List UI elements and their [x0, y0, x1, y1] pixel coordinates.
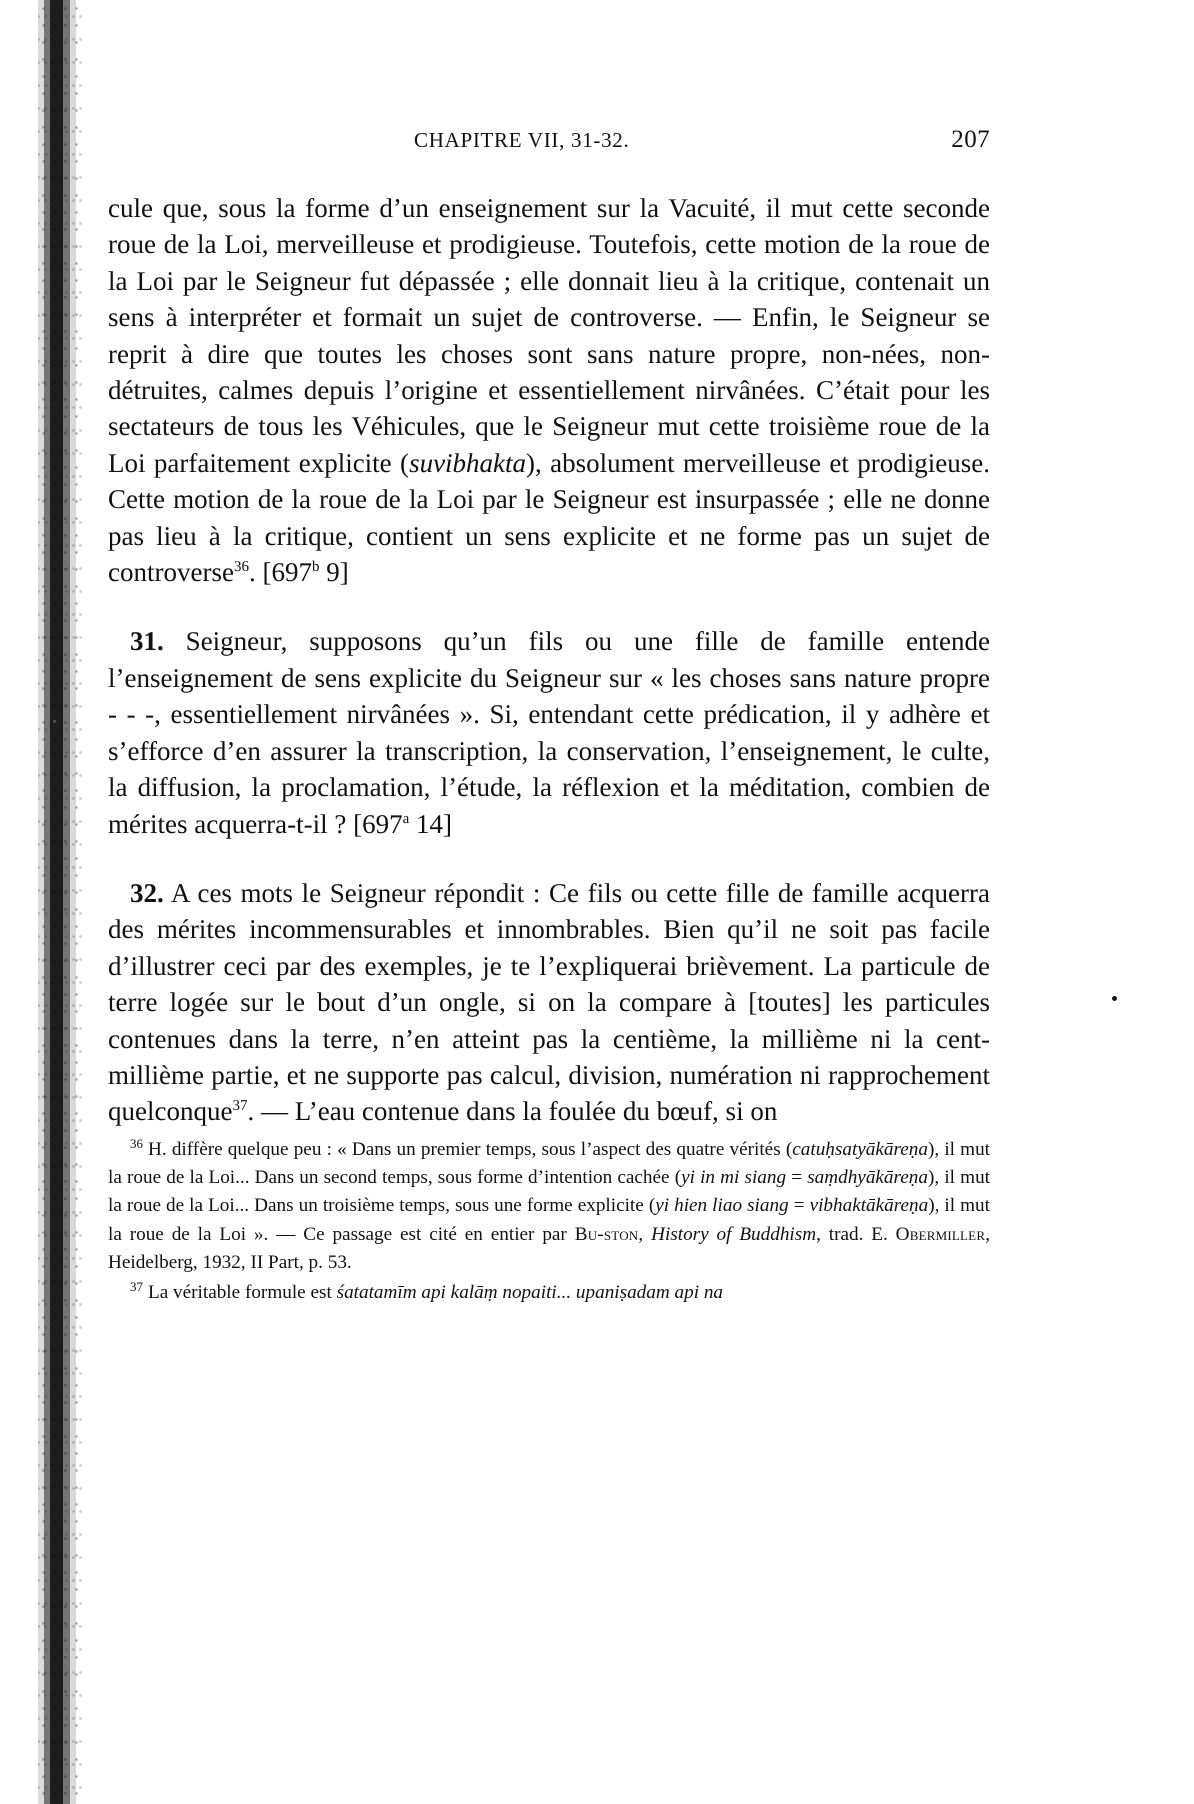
section-31-paragraph	[108, 623, 990, 841]
section-32-text-continued: . — L’eau contenue dans la foulée du bœuf, si on	[247, 1096, 778, 1127]
paragraph-text: cule que, sous la forme d’un enseignement sur la Vacuité, il mut cette seconde roue de la Loi, merveilleuse et prodigieuse. Toutefois, cette motion de la roue de la Loi par le Seigneur fut dépassée ; elle donnait lieu à la critique, contenait un sens à interpréter et formait un sujet de controverse. — Enfin, le Seigneur se reprit à dire que toutes les choses sont sans nature propre, non-nées, non-détruites, calmes depuis l’origine et essentiellement nirvânées. C’était pour les sectateurs de tous les Véhicules, que le Seigneur mut cette troisième roue de la Loi parfaitement explicite (	[108, 193, 990, 478]
section-number-32: 32.	[130, 877, 164, 908]
footnote-mark-37: 37	[130, 1278, 143, 1294]
footnotes	[108, 1136, 990, 1307]
section-32-text: A ces mots le Seigneur répondit : Ce fils ou cette fille de famille acquerra des mérites incommensurables et innombrables. Bien qu’il ne soit pas facile d’illustrer ceci par des exemples, je te l’expliquerai brièvement. La particule de terre logée sur le bout d’un ongle, si on la compare à [toutes] les particules contenues dans la terre, n’en atteint pas la centième, la millième ni la cent-millième partie, et ne supporte pas calcul, division, numération ni rapprochement quelconque	[108, 877, 990, 1127]
page-reference-end: 9]	[319, 557, 349, 588]
section-32-paragraph	[108, 875, 990, 1130]
footnote-36-italic-4: yi hien liao siang	[655, 1195, 789, 1217]
main-text	[108, 190, 990, 1130]
page-reference-start: . [697	[248, 557, 312, 588]
footnote-36-italic-1: catuḥsatyākāreṇa	[792, 1139, 928, 1160]
footnote-36-text-7: ,	[638, 1223, 652, 1245]
footnote-36-small-caps-2: Obermiller	[895, 1223, 986, 1245]
section-31-reference-end: 14]	[409, 808, 453, 839]
chapter-title: CHAPITRE VII, 31-32.	[414, 128, 630, 152]
running-head	[108, 128, 990, 164]
footnote-37-text-1: La véritable formule est	[148, 1282, 337, 1304]
footnote-37-italic-1: śatatamīm api kalāṃ nopaiti... upaniṣadam api na	[336, 1282, 724, 1304]
footnote-36-italic-6: History of Buddhism	[651, 1223, 817, 1245]
footnote-36-italic-2: yi in mi siang	[681, 1167, 787, 1189]
continued-paragraph	[108, 190, 990, 590]
section-31-text: Seigneur, supposons qu’un fils ou une fille de famille entende l’enseignement de sens explicite du Seigneur sur « les choses sans nature propre - - -, essentiellement nirvânées ». Si, entendant cette prédication, il y adhère et s’efforce d’en assurer la transcription, la conservation, l’enseignement, le culte, la diffusion, la proclamation, l’étude, la réflexion et la méditation, combien de mérites acquerra-t-il ? [697	[108, 626, 990, 839]
footnote-36-text-8: , trad. E.	[816, 1223, 896, 1245]
scan-speckles	[38, 0, 84, 1804]
footnote-36-text-2: ), il mut la roue de la Loi... Dans un second temps, sous forme d’intention cachée (	[108, 1139, 991, 1189]
footnote-36-text-4: ), il mut la roue de la Loi... Dans un troisième temps, sous une forme explicite (	[108, 1167, 990, 1217]
section-31-reference-superscript: a	[402, 810, 410, 827]
page-reference-superscript: b	[311, 559, 320, 576]
footnote-36-text-1: H. diffère quelque peu : « Dans un premier temps, sous l’aspect des quatre vérités (	[148, 1139, 793, 1160]
footnote-36-italic-3: saṃdhyākāreṇa	[807, 1167, 928, 1189]
footnote-36-small-caps-1: Bu-ston	[574, 1223, 639, 1245]
footnote-reference: 36	[233, 559, 249, 576]
footnote-36-italic-5: vibhaktākāreṇa	[809, 1195, 929, 1217]
stray-dot-mark	[1112, 996, 1117, 1001]
footnote-36-text-5: =	[788, 1195, 810, 1217]
italic-term: suvibhakta	[409, 447, 527, 478]
paragraph-text-continued: ), absolument merveilleuse et prodigieuse. Cette motion de la roue de la Loi par le Seigneur est insurpassée ; elle ne donne pas lieu à la critique, contient un sens explicite et ne forme pas un sujet de controverse	[108, 447, 990, 588]
footnote-36-text-9: , Heidelberg, 1932, II Part, p. 53.	[108, 1223, 990, 1273]
section-number-31: 31.	[130, 626, 164, 657]
footnote-mark-36: 36	[130, 1135, 143, 1151]
section-32-footnote-reference: 37	[232, 1098, 248, 1115]
footnote-37	[108, 1279, 990, 1307]
footnote-36-text-6: ), il mut la roue de la Loi ». — Ce passage est cité en entier par	[108, 1195, 990, 1245]
book-page	[108, 126, 990, 1127]
page-number: 207	[951, 126, 990, 153]
footnote-36	[108, 1136, 990, 1277]
footnote-36-text-3: =	[786, 1167, 808, 1189]
